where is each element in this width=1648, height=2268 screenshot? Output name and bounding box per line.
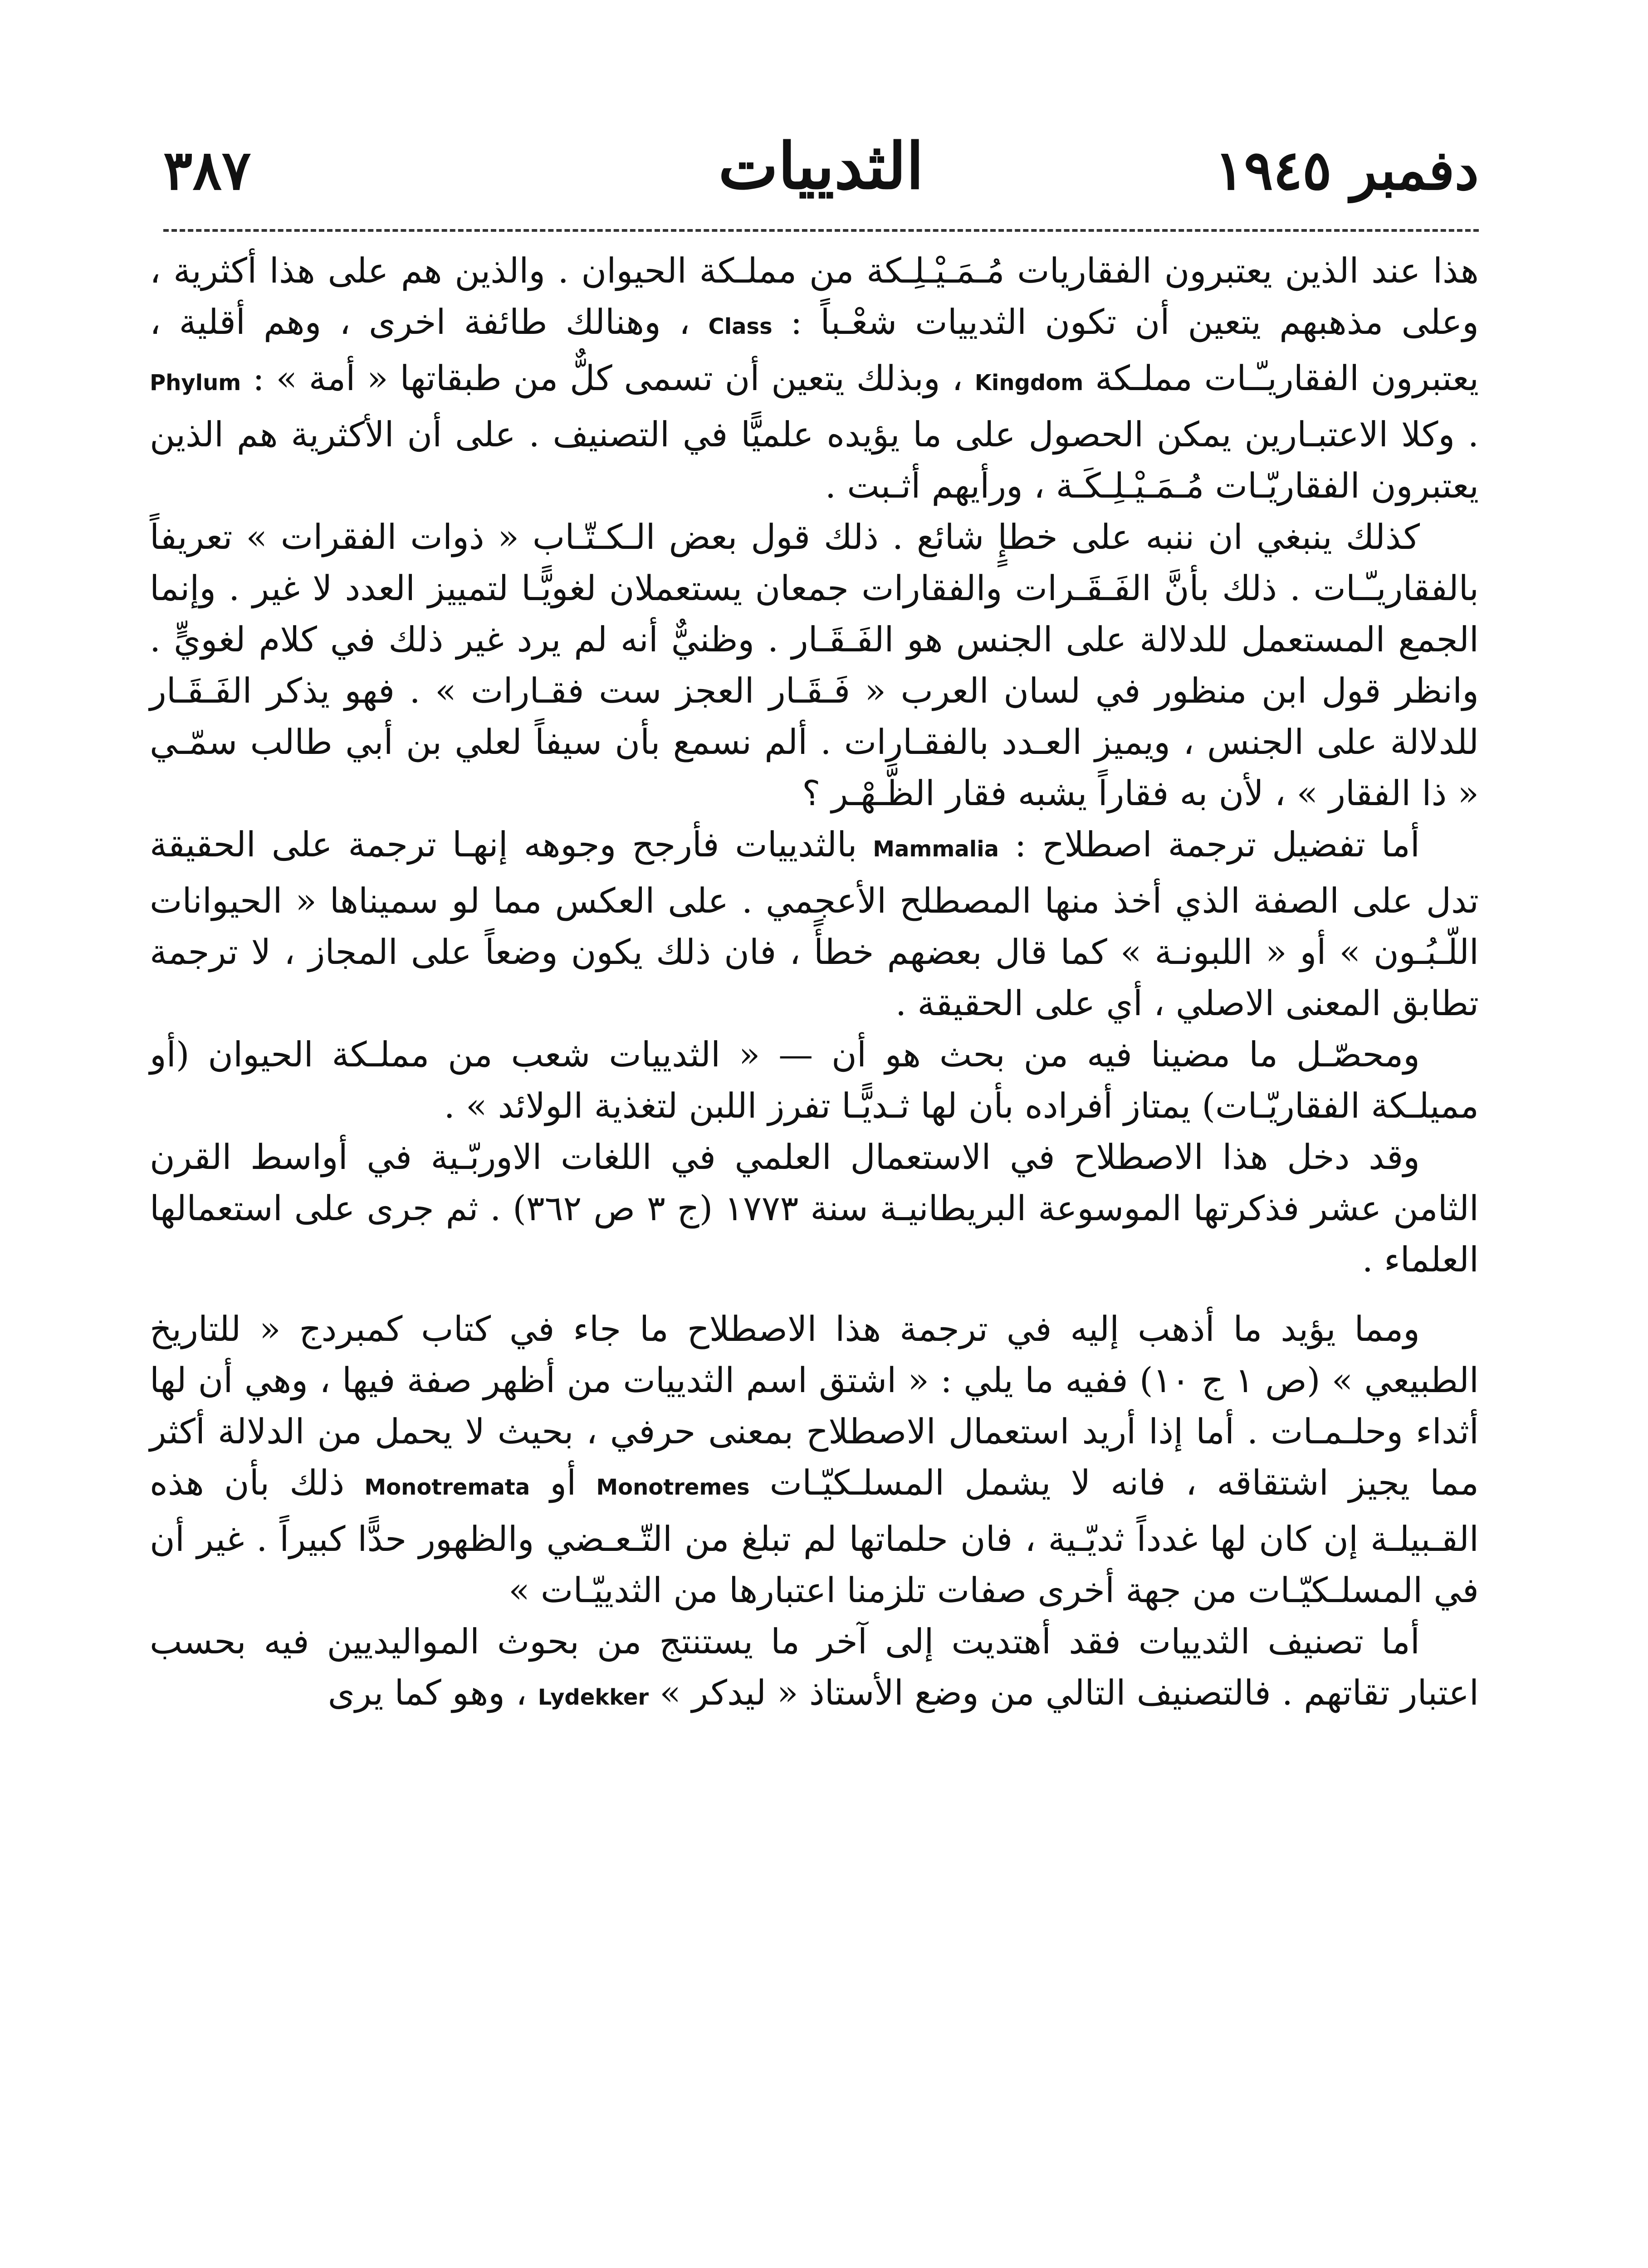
text-segment: كذلك ينبغي ان ننبه على خطإٍ شائع . ذلك قول بعض الـكـتّـاب « ذوات الفقرات » تعريفاً بالفقاريـّـات . ذلك بأنَّ الفَـقَـرات والفقارات جمعان يستعملان لغويًّـا لتمييز العدد لا غير . وإنما الجمع المستعمل للدلالة على الجنس هو الفَـقَـار . وظنيٌّ أنه لم يرد غير ذلك في كلام لغويٍّ . وانظر قول ابن منظور في لسان العرب « فَـقَـار العجز ست فقـارات » . فهو يذكر الفَـقَـار للدلالة على الجنس ، ويميز العـدد بالفقـارات . ألم نسمع بأن سيفاً لعلي بن أبي طالب سمّـي « ذا الفقار » ، لأن به فقاراً يشبه فقار الظَّـهْـر ؟	[150, 517, 1479, 813]
paragraph-p6	[150, 1303, 1479, 1616]
latin-term: Phylum	[150, 370, 241, 396]
text-segment: وقد دخل هذا الاصطلاح في الاستعمال العلمي في اللغات الاوربّـية في أواسط القرن الثامن عشر فذكرتها الموسوعة البريطانيـة سنة ١٧٧٣ (ج ٣ ص ٣٦٢) . ثم جرى على استعمالها العلماء .	[150, 1137, 1479, 1280]
text-segment: ومما يؤيد ما أذهب إليه في ترجمة هذا الاصطلاح ما جاء في كتاب كمبردج « للتاريخ الطبيعي » (ص ١ ج ١٠) ففيه ما يلي : « اشتق اسم الثدييات من أظهر صفة فيها ، وهي أن لها أثداء وحلـمـات . أما إذا أريد استعمال الاصطلاح بمعنى حرفي ، بحيث لا يحمل من الدلالة أكثر مما يجيز اشتقاقه ، فانه لا يشمل المسلـكيّـات	[150, 1309, 1479, 1503]
text-segment: ومحصّـل ما مضينا فيه من بحث هو أن — « الثدييات شعب من مملـكة الحيوان (أو مميلـكة الفقاريّـات) يمتاز أفراده بأن لها ثـديًّـا تفرز اللبن لتغذية الولائد » .	[150, 1034, 1479, 1126]
text-segment: ، وهو كما يرى	[328, 1672, 538, 1713]
latin-term: Kingdom	[974, 370, 1084, 396]
paragraph-p2	[150, 511, 1479, 819]
paragraph-p7	[150, 1616, 1479, 1723]
text-segment: بالثدييات فأرجح وجوهه إنهـا ترجمة على الحقيقة تدل على الصفة الذي أخذ منها المصطلح الأعجمي . على العكس مما لو سميناها « الحيوانات اللّـبُـون » أو « اللبونـة » كما قال بعضهم خطأً ، فان ذلك يكون وضعاً على المجاز ، لا ترجمة تطابق المعنى الاصلي ، أي على الحقيقة .	[150, 824, 1479, 1023]
latin-term: Monotremata	[364, 1475, 530, 1500]
header-divider	[163, 229, 1479, 232]
text-segment: ذلك بأن هذه القـبيلـة إن كان لها غدداً ثديّـية ، فان حلماتها لم تبلغ من التّـعـضي والظهور حدًّا كبيراً . غير أن في المسلـكيّـات من جهة أخرى صفات تلزمنا اعتبارها من الثدييّـات »	[150, 1462, 1479, 1610]
text-segment: أما تفضيل ترجمة اصطلاح :	[999, 824, 1420, 865]
latin-term: Class	[708, 314, 773, 339]
text-segment: أو	[530, 1462, 597, 1503]
latin-term: Monotremes	[596, 1475, 750, 1500]
paragraph-p1	[150, 245, 1479, 511]
text-segment: ، وهنالك طائفة اخرى ، وهم أقلية ، يعتبرون الفقاريـّـات مملـكة	[150, 302, 1479, 398]
text-segment: ، وبذلك يتعين أن تسمى كلٌّ من طبقاتها « أمة » :	[241, 358, 975, 398]
latin-term: Mammalia	[873, 836, 999, 862]
header-title: الثدييات	[718, 129, 924, 204]
text-segment: أما تصنيف الثدييات فقد أهتديت إلى آخر ما يستنتج من بحوث المواليديين فيه بحسب اعتبار تقاتهم . فالتصنيف التالي من وضع الأستاذ « ليدكر »	[150, 1621, 1479, 1713]
paragraph-p3	[150, 819, 1479, 1029]
text-segment: . وكلا الاعتبـارين يمكن الحصول على ما يؤيده علميًّا في التصنيف . على أن الأكثرية هم الذين يعتبرون الفقاريّـات مُـمَـيْـلِـكَـة ، ورأيهم أثـبت .	[150, 414, 1479, 506]
body-text	[150, 245, 1479, 1723]
latin-term: Lydekker	[538, 1685, 649, 1710]
header-date: دفمبر ١٩٤٥	[1214, 138, 1479, 202]
paragraph-p5	[150, 1131, 1479, 1285]
page-number: ٣٨٧	[163, 138, 251, 202]
page-header	[163, 120, 1479, 225]
text-segment: هذا عند الذين يعتبرون الفقاريات مُـمَـيْـلِـكة من مملـكة الحيوان . والذين هم على هذا أكثرية ، وعلى مذهبهم يتعين أن تكون الثدييات شعْـباً :	[150, 250, 1479, 342]
paragraph-p4	[150, 1029, 1479, 1131]
